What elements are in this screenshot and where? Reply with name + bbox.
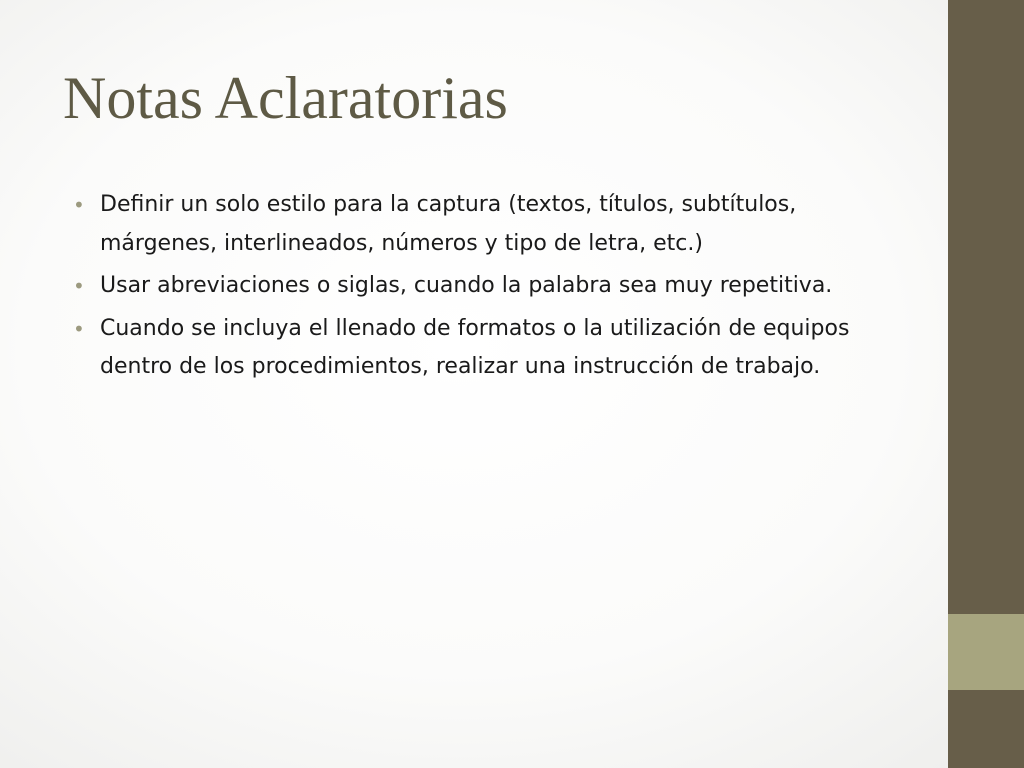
bullet-item	[72, 310, 902, 387]
bullet-dot-icon: •	[73, 316, 85, 341]
slide-title: Notas Aclaratorias	[63, 65, 508, 131]
bullet-item	[72, 267, 902, 306]
bullet-item	[72, 186, 902, 263]
bullet-dot-icon: •	[73, 274, 85, 298]
sidebar-accent-block	[948, 614, 1024, 690]
sidebar-dark-band-bottom	[948, 690, 1024, 768]
bullet-text: Usar abreviaciones o siglas, cuando la palabra sea muy repetitiva.	[100, 273, 833, 298]
bullet-text: Cuando se incluya el llenado de formatos o la utilización de equipos dentro de los procedimientos, realizar una instrucción de trabajo.	[100, 315, 850, 379]
decorative-sidebar	[948, 0, 1024, 768]
bullet-dot-icon: •	[73, 193, 85, 217]
sidebar-dark-band	[948, 0, 1024, 614]
bullet-text: Definir un solo estilo para la captura (textos, títulos, subtítulos, márgenes, interlineados, números y tipo de letra, etc.)	[100, 192, 797, 256]
bullet-list	[72, 186, 902, 391]
